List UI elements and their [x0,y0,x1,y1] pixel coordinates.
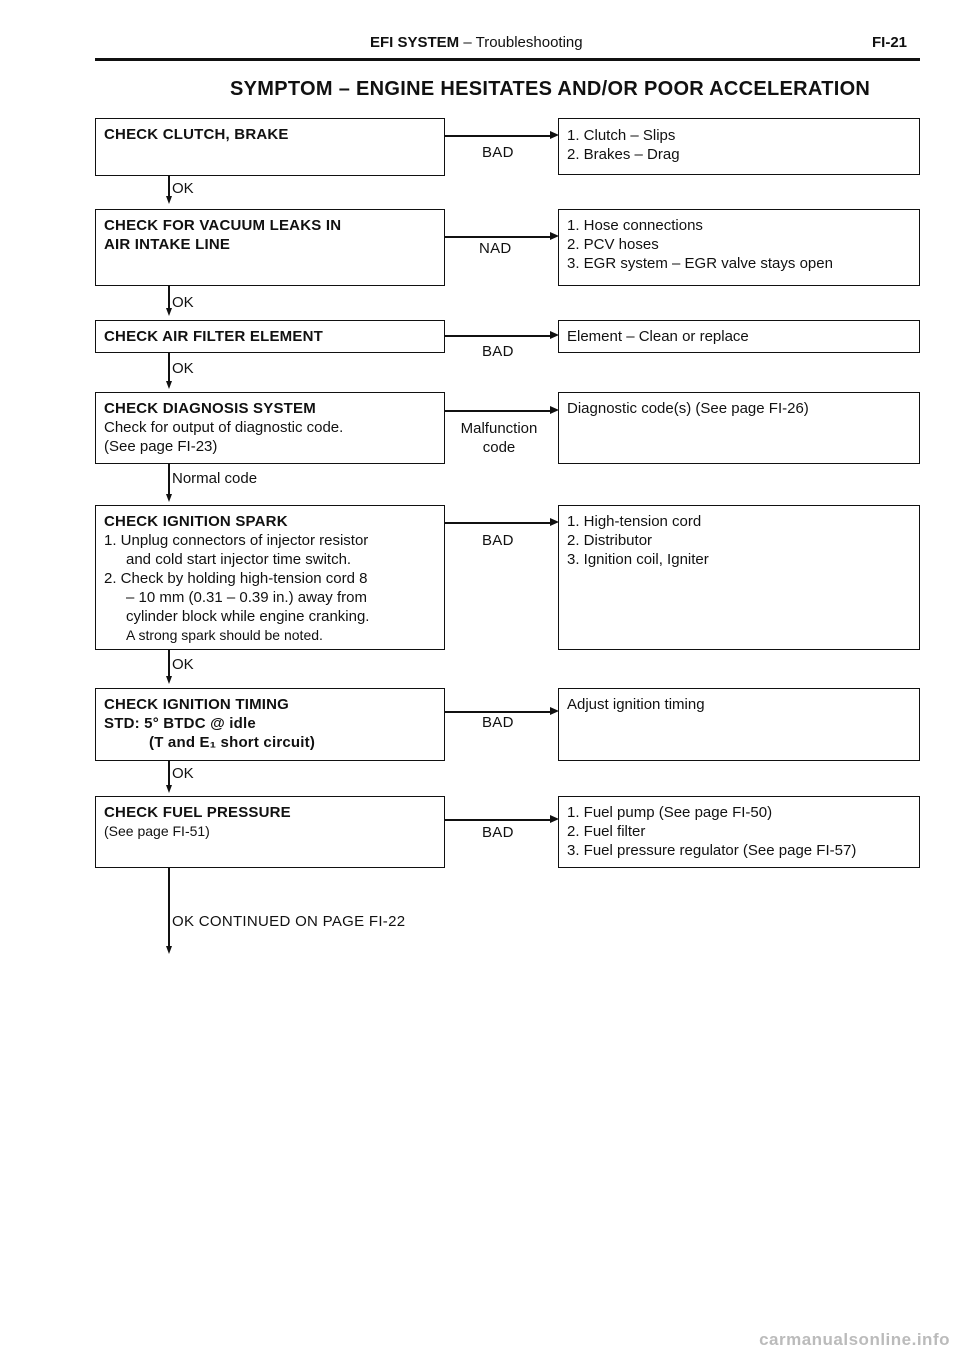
connector-line [445,410,550,412]
check-line: Check for output of diagnostic code. [104,419,344,436]
result-line: 3. Fuel pressure regulator (See page FI-57) [567,842,857,859]
check-line: 1. Unplug connectors of injector resistor [104,532,369,549]
check-box-air-filter [95,320,445,353]
symptom-title: SYMPTOM – ENGINE HESITATES AND/OR POOR ACCELERATION [230,78,871,100]
result-box-diagnosis-system [558,392,920,464]
check-line: A strong spark should be noted. [126,627,323,643]
normal-code-label: Normal code [172,470,258,487]
flow-line [168,761,170,787]
ok-label: OK [172,294,194,311]
flow-line [168,286,170,310]
connector-line [445,819,550,821]
header-rule [95,58,920,61]
page-header-title: EFI SYSTEM – Troubleshooting [370,34,583,51]
std-line: (T and E₁ short circuit) [149,734,316,751]
condition-line: code [482,439,516,456]
flow-line [168,176,170,198]
result-line: 2. Brakes – Drag [567,146,680,163]
result-line: Diagnostic code(s) (See page FI-26) [567,400,809,417]
check-line: (See page FI-23) [104,438,218,455]
connector-line [445,135,550,137]
check-line: 2. Check by holding high-tension cord 8 [104,570,368,587]
ok-label: OK [172,360,194,377]
result-line: 2. Distributor [567,532,653,549]
result-line: 1. Hose connections [567,217,703,234]
condition-label: NAD [479,240,512,257]
arrow-down [166,308,172,316]
connector-line [445,335,550,337]
flow-line [168,650,170,678]
check-line: cylinder block while engine cranking. [126,608,370,625]
arrow-down [166,785,172,793]
ok-label: OK [172,656,194,673]
check-box-ignition-timing [95,688,445,761]
check-line: and cold start injector time switch. [126,551,352,568]
condition-line: Malfunction [460,420,538,437]
result-box-vacuum-leaks [558,209,920,286]
check-box-clutch-brake [95,118,445,176]
flow-line [168,868,170,948]
condition-label: BAD [482,824,514,841]
connector-line [445,711,550,713]
arrow-down [166,196,172,204]
flow-line [168,353,170,383]
arrow-down [166,381,172,389]
condition-label [449,419,549,457]
result-line: Element – Clean or replace [567,328,749,345]
result-box-ignition-spark [558,505,920,650]
connector-line [445,236,550,238]
condition-label: BAD [482,144,514,161]
result-line: 1. High-tension cord [567,513,702,530]
check-heading: CHECK FOR VACUUM LEAKS IN [104,217,342,234]
continued-label: OK CONTINUED ON PAGE FI-22 [172,913,406,930]
arrow-down [166,676,172,684]
watermark-text: carmanualsonline.info [759,1330,950,1349]
check-box-fuel-pressure [95,796,445,868]
result-line: 3. EGR system – EGR valve stays open [567,255,833,272]
check-box-diagnosis-system [95,392,445,464]
std-line: STD: 5° BTDC @ idle [104,715,256,732]
check-heading: CHECK IGNITION TIMING [104,696,290,713]
check-line: – 10 mm (0.31 – 0.39 in.) away from [126,589,367,606]
ok-label: OK [172,180,194,197]
check-heading: CHECK CLUTCH, BRAKE [104,126,289,143]
condition-label: BAD [482,532,514,549]
arrow-down [166,946,172,954]
connector-line [445,522,550,524]
ok-label: OK [172,765,194,782]
check-heading: CHECK DIAGNOSIS SYSTEM [104,400,316,417]
arrow-down [166,494,172,502]
result-line: 1. Clutch – Slips [567,127,676,144]
result-box-fuel-pressure [558,796,920,868]
result-box-clutch-brake [558,118,920,175]
check-box-vacuum-leaks [95,209,445,286]
page-number: FI-21 [872,34,908,51]
check-heading: CHECK FUEL PRESSURE [104,804,291,821]
result-line: 1. Fuel pump (See page FI-50) [567,804,773,821]
check-line: (See page FI-51) [104,823,210,839]
result-box-air-filter [558,320,920,353]
result-line: Adjust ignition timing [567,696,705,713]
flow-line [168,464,170,496]
result-box-ignition-timing [558,688,920,761]
result-line: 2. PCV hoses [567,236,659,253]
check-heading: CHECK IGNITION SPARK [104,513,288,530]
check-box-ignition-spark [95,505,445,650]
result-line: 2. Fuel filter [567,823,646,840]
check-heading: AIR INTAKE LINE [104,236,231,253]
check-heading: CHECK AIR FILTER ELEMENT [104,328,323,345]
condition-label: BAD [482,343,514,360]
condition-label: BAD [482,714,514,731]
result-line: 3. Ignition coil, Igniter [567,551,709,568]
